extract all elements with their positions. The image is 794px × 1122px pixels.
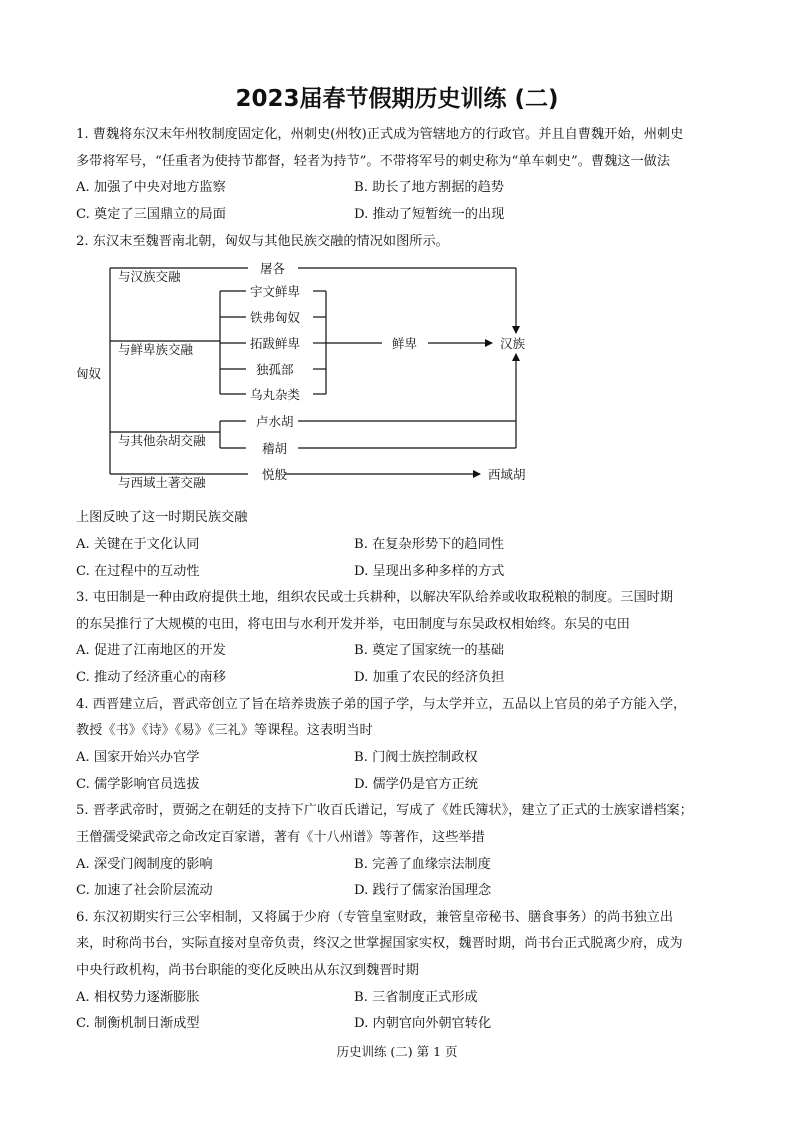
q5-option-a: A. 深受门阀制度的影响 bbox=[76, 857, 213, 872]
q3-option-b: B. 奠定了国家统一的基础 bbox=[354, 643, 504, 658]
q2-stem-line: 2. 东汉末至魏晋南北朝，匈奴与其他民族交融的情况如图所示。 bbox=[76, 234, 449, 249]
branch-label-han: 与汉族交融 bbox=[118, 269, 181, 284]
tribe-label: 铁弗匈奴 bbox=[250, 310, 301, 325]
q4-stem-line: 教授《书》《诗》《易》《三礼》等课程。这表明当时 bbox=[76, 723, 373, 738]
q3-option-c: C. 推动了经济重心的南移 bbox=[76, 670, 226, 685]
target-west-label: 西域胡 bbox=[488, 467, 526, 482]
q1-stem-line: 1. 曹魏将东汉末年州牧制度固定化，州刺史(州牧)正式成为管辖地方的行政官。并且自曹魏开始，州刺史 bbox=[76, 127, 684, 142]
q5-stem-line: 王僧孺受梁武帝之命改定百家谱，著有《十八州谱》等著作，这些举措 bbox=[76, 830, 485, 845]
q2-stem-line: 上图反映了这一时期民族交融 bbox=[76, 510, 248, 525]
q4-option-a: A. 国家开始兴办官学 bbox=[76, 750, 200, 765]
tribe-label: 宇文鲜卑 bbox=[250, 284, 301, 299]
q4-option-b: B. 门阀士族控制政权 bbox=[354, 750, 478, 765]
branch-label-west: 与西域土著交融 bbox=[118, 475, 206, 490]
q3-option-a: A. 促进了江南地区的开发 bbox=[76, 643, 226, 658]
branch-label-other-hu: 与其他杂胡交融 bbox=[118, 433, 206, 448]
q5-option-c: C. 加速了社会阶层流动 bbox=[76, 883, 213, 898]
q2-option-b: B. 在复杂形势下的趋同性 bbox=[354, 537, 504, 552]
tribe-label: 屠各 bbox=[260, 261, 286, 276]
q1-option-d: D. 推动了短暂统一的出现 bbox=[354, 207, 505, 222]
q6-option-c: C. 制衡机制日渐成型 bbox=[76, 1016, 200, 1031]
q1-option-c: C. 奠定了三国鼎立的局面 bbox=[76, 207, 226, 222]
q6-option-d: D. 内朝官向外朝官转化 bbox=[354, 1016, 492, 1031]
q6-option-b: B. 三省制度正式形成 bbox=[354, 990, 478, 1005]
page-title: 2023届春节假期历史训练 (二) bbox=[235, 86, 559, 112]
target-han-label: 汉族 bbox=[500, 336, 526, 351]
tribe-label: 乌丸杂类 bbox=[250, 387, 301, 402]
tribe-label: 卢水胡 bbox=[256, 414, 294, 429]
q1-option-a: A. 加强了中央对地方监察 bbox=[76, 180, 226, 195]
q4-stem-line: 4. 西晋建立后，晋武帝创立了旨在培养贵族子弟的国子学，与太学并立，五品以上官员的弟子方能入学， bbox=[76, 697, 687, 712]
q2-option-a: A. 关键在于文化认同 bbox=[76, 537, 200, 552]
page-footer: 历史训练 (二) 第 1 页 bbox=[336, 1044, 458, 1059]
q2-option-d: D. 呈现出多种多样的方式 bbox=[354, 564, 505, 579]
root-label: 匈奴 bbox=[76, 366, 102, 381]
q5-stem-line: 5. 晋孝武帝时，贾弼之在朝廷的支持下广收百氏谱记，写成了《姓氏簿状》，建立了正式的士族家谱档案； bbox=[76, 803, 693, 818]
q2-option-c: C. 在过程中的互动性 bbox=[76, 564, 200, 579]
q6-option-a: A. 相权势力逐渐膨胀 bbox=[76, 990, 200, 1005]
tribe-label: 稽胡 bbox=[262, 441, 288, 456]
q1-stem-line: 多带将军号，“任重者为使持节都督，轻者为持节”。不带将军号的刺史称为“单车刺史”。曹魏这一做法 bbox=[76, 154, 671, 169]
q6-stem-line: 中央行政机构，尚书台职能的变化反映出从东汉到魏晋时期 bbox=[76, 963, 419, 978]
ethnic-fusion-diagram bbox=[70, 253, 540, 493]
tribe-label: 独孤部 bbox=[256, 362, 294, 377]
q3-stem-line: 的东吴推行了大规模的屯田，将屯田与水利开发并举，屯田制度与东吴政权相始终。东吴的屯田 bbox=[76, 617, 630, 632]
q4-option-c: C. 儒学影响官员选拔 bbox=[76, 777, 200, 792]
q3-option-d: D. 加重了农民的经济负担 bbox=[354, 670, 505, 685]
tribe-label: 悦般 bbox=[262, 467, 288, 482]
q1-option-b: B. 助长了地方割据的趋势 bbox=[354, 180, 504, 195]
q6-stem-line: 来，时称尚书台，实际直接对皇帝负责，终汉之世掌握国家实权，魏晋时期，尚书台正式脱离少府，成为 bbox=[76, 936, 683, 951]
q5-option-b: B. 完善了血缘宗法制度 bbox=[354, 857, 491, 872]
q4-option-d: D. 儒学仍是官方正统 bbox=[354, 777, 478, 792]
q6-stem-line: 6. 东汉初期实行三公宰相制，又将属于少府（专管皇室财政，兼管皇帝秘书、膳食事务）的尚书独立出 bbox=[76, 910, 674, 925]
q5-option-d: D. 践行了儒家治国理念 bbox=[354, 883, 492, 898]
tribe-label: 拓跋鲜卑 bbox=[250, 336, 301, 351]
mid-label: 鲜卑 bbox=[392, 336, 418, 351]
branch-label-xianbei: 与鲜卑族交融 bbox=[118, 342, 194, 357]
q3-stem-line: 3. 屯田制是一种由政府提供土地，组织农民或士兵耕种，以解决军队给养或收取税粮的制度。三国时期 bbox=[76, 590, 674, 605]
